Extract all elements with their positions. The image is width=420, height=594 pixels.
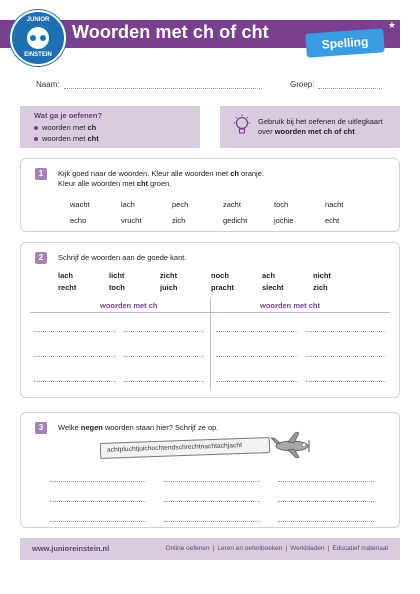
logo-bottom-text: EINSTEIN xyxy=(24,52,52,58)
ex1-word[interactable]: lach xyxy=(121,200,135,209)
answer-line[interactable] xyxy=(34,356,116,357)
goals-box xyxy=(20,106,200,148)
subject-badge: Spelling xyxy=(305,28,384,57)
logo-top-text: JUNIOR xyxy=(26,17,50,23)
goals-title: Wat ga je oefenen? xyxy=(34,111,103,120)
instr-bold: ch xyxy=(230,169,239,178)
answer-line[interactable] xyxy=(34,381,116,382)
ex1-word[interactable]: vrucht xyxy=(121,216,142,225)
ex2-word: nicht xyxy=(313,271,331,280)
airplane-icon xyxy=(268,430,314,460)
footer-link-books[interactable]: Leren en oefenboeken xyxy=(217,545,283,552)
logo-face-icon xyxy=(27,27,49,49)
ex1-word[interactable]: echt xyxy=(325,216,340,225)
exercise-1-number: 1 xyxy=(35,168,47,180)
ex1-word[interactable]: zich xyxy=(172,216,186,225)
logo-eye-left xyxy=(30,35,36,41)
name-field[interactable] xyxy=(64,88,262,89)
footer-separator: | xyxy=(285,545,288,552)
goal-item-text: woorden met xyxy=(42,134,88,143)
junior-einstein-logo[interactable] xyxy=(10,10,66,66)
column-header-cht: woorden met cht xyxy=(260,301,321,310)
tip-text xyxy=(258,117,398,137)
ex1-word[interactable]: wacht xyxy=(70,200,90,209)
group-label: Groep: xyxy=(290,80,315,89)
ex2-word: lach xyxy=(58,271,74,280)
goal-item-bold: cht xyxy=(87,134,99,143)
exercise-3-instruction xyxy=(58,423,218,433)
instr-text: woorden staan hier? Schrijf ze op. xyxy=(102,423,219,432)
answer-line[interactable] xyxy=(50,501,146,502)
exercise-1-instruction xyxy=(58,169,264,189)
instr-text: Welke xyxy=(58,423,81,432)
answer-line[interactable] xyxy=(216,331,298,332)
exercise-2-number: 2 xyxy=(35,252,47,264)
ex2-word: ach xyxy=(262,271,275,280)
answer-line[interactable] xyxy=(124,331,204,332)
answer-line[interactable] xyxy=(50,481,146,482)
column-divider-vertical xyxy=(210,298,211,390)
answer-line[interactable] xyxy=(34,331,116,332)
footer-link-worksheets[interactable]: Werkbladen xyxy=(290,545,325,552)
ex2-word: juich xyxy=(160,283,178,292)
answer-line[interactable] xyxy=(164,501,260,502)
logo-eye-right xyxy=(40,35,46,41)
answer-line[interactable] xyxy=(306,331,386,332)
footer-link-materials[interactable]: Educatief materiaal xyxy=(332,545,388,552)
goal-item-text: woorden met xyxy=(42,123,88,132)
ex2-word: recht xyxy=(58,283,77,292)
ex1-word[interactable]: pech xyxy=(172,200,189,209)
instr-text: groen. xyxy=(148,179,172,188)
bullet-icon xyxy=(34,126,38,130)
ex1-word[interactable]: echo xyxy=(70,216,87,225)
footer-separator: | xyxy=(327,545,330,552)
bullet-icon xyxy=(34,137,38,141)
column-header-ch: woorden met ch xyxy=(100,301,158,310)
answer-line[interactable] xyxy=(306,356,386,357)
tip-box xyxy=(220,106,400,148)
answer-line[interactable] xyxy=(216,381,298,382)
ex2-word: zicht xyxy=(160,271,178,280)
name-label: Naam: xyxy=(36,80,60,89)
answer-line[interactable] xyxy=(278,481,374,482)
ex2-word: zich xyxy=(313,283,328,292)
tip-text-bold: woorden met ch of cht xyxy=(274,127,355,136)
ex2-word: pracht xyxy=(211,283,234,292)
goal-item-cht xyxy=(34,134,99,143)
goal-item-ch xyxy=(34,123,96,132)
instr-text: oranje. xyxy=(238,169,264,178)
footer xyxy=(20,538,400,560)
ex1-word[interactable]: gedicht xyxy=(223,216,248,225)
word-banner-text: achtpluchtjuichochtendschrechtnachtachjacht xyxy=(106,442,243,454)
ex1-word[interactable]: jochie xyxy=(274,216,294,225)
instr-bold: cht xyxy=(136,179,149,188)
ex2-word: licht xyxy=(109,271,125,280)
answer-line[interactable] xyxy=(50,521,146,522)
answer-line[interactable] xyxy=(124,356,204,357)
ex2-word: noch xyxy=(211,271,229,280)
instr-bold: negen xyxy=(80,423,103,432)
ex1-word[interactable]: nacht xyxy=(325,200,344,209)
exercise-2-instruction: Schrijf de woorden aan de goede kant. xyxy=(58,253,187,262)
ex2-word: slecht xyxy=(262,283,284,292)
footer-link-online[interactable]: Online oefenen xyxy=(165,545,210,552)
footer-separator: | xyxy=(212,545,215,552)
answer-line[interactable] xyxy=(164,521,260,522)
goal-item-bold: ch xyxy=(87,123,97,132)
instr-text: Kijk goed naar de woorden. Kleur alle woorden met xyxy=(58,169,231,178)
group-field[interactable] xyxy=(318,88,382,89)
star-icon: ★ xyxy=(387,20,396,30)
instr-text: Kleur alle woorden met xyxy=(58,179,137,188)
answer-line[interactable] xyxy=(306,381,386,382)
lightbulb-icon xyxy=(232,114,252,138)
answer-line[interactable] xyxy=(124,381,204,382)
ex1-word[interactable]: zacht xyxy=(223,200,241,209)
page-title: Woorden met ch of cht xyxy=(72,22,269,42)
answer-line[interactable] xyxy=(164,481,260,482)
footer-url-link[interactable]: www.junioreinstein.nl xyxy=(32,544,110,553)
answer-line[interactable] xyxy=(278,521,374,522)
footer-links xyxy=(166,545,388,552)
tip-text-prefix: Gebruik bij het oefenen de uitlegkaart over xyxy=(258,117,383,136)
answer-line[interactable] xyxy=(216,356,298,357)
exercise-3-number: 3 xyxy=(35,422,47,434)
answer-line[interactable] xyxy=(278,501,374,502)
ex1-word[interactable]: toch xyxy=(274,200,289,209)
ex2-word: toch xyxy=(109,283,125,292)
